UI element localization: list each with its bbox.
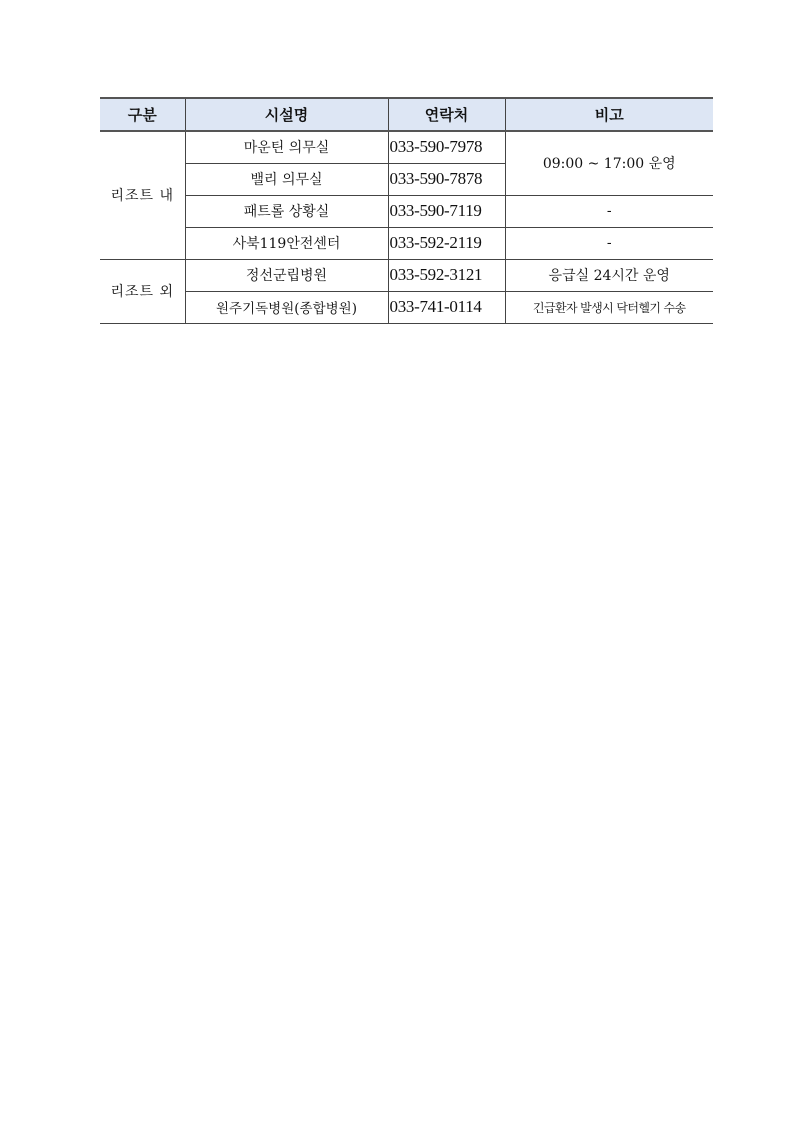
category-cell-inside-resort: 리조트 내 — [100, 131, 185, 259]
note-cell: 응급실 24시간 운영 — [505, 259, 713, 291]
header-facility: 시설명 — [185, 98, 388, 131]
header-category: 구분 — [100, 98, 185, 131]
facility-contact-table — [100, 97, 713, 324]
facility-name-cell: 원주기독병원(종합병원) — [185, 291, 388, 323]
note-cell: - — [505, 195, 713, 227]
note-cell-operating-hours: 09:00 ~ 17:00 운영 — [505, 131, 713, 195]
facility-name-cell: 정선군립병원 — [185, 259, 388, 291]
note-cell: - — [505, 227, 713, 259]
note-cell: 긴급환자 발생시 닥터헬기 수송 — [505, 291, 713, 323]
facility-name-cell: 패트롤 상황실 — [185, 195, 388, 227]
category-cell-outside-resort: 리조트 외 — [100, 259, 185, 323]
table-row — [100, 259, 713, 291]
table-row — [100, 195, 713, 227]
phone-number-cell: 033-590-7878 — [388, 163, 505, 195]
table-row — [100, 131, 713, 163]
facility-name-cell: 사북119안전센터 — [185, 227, 388, 259]
header-contact: 연락처 — [388, 98, 505, 131]
header-note: 비고 — [505, 98, 713, 131]
table-header-row — [100, 98, 713, 131]
table-row — [100, 291, 713, 323]
phone-number-cell: 033-590-7978 — [388, 131, 505, 163]
table-row — [100, 227, 713, 259]
facility-name-cell: 밸리 의무실 — [185, 163, 388, 195]
phone-number-cell: 033-590-7119 — [388, 195, 505, 227]
phone-number-cell: 033-741-0114 — [388, 291, 505, 323]
phone-number-cell: 033-592-3121 — [388, 259, 505, 291]
facility-name-cell: 마운틴 의무실 — [185, 131, 388, 163]
phone-number-cell: 033-592-2119 — [388, 227, 505, 259]
